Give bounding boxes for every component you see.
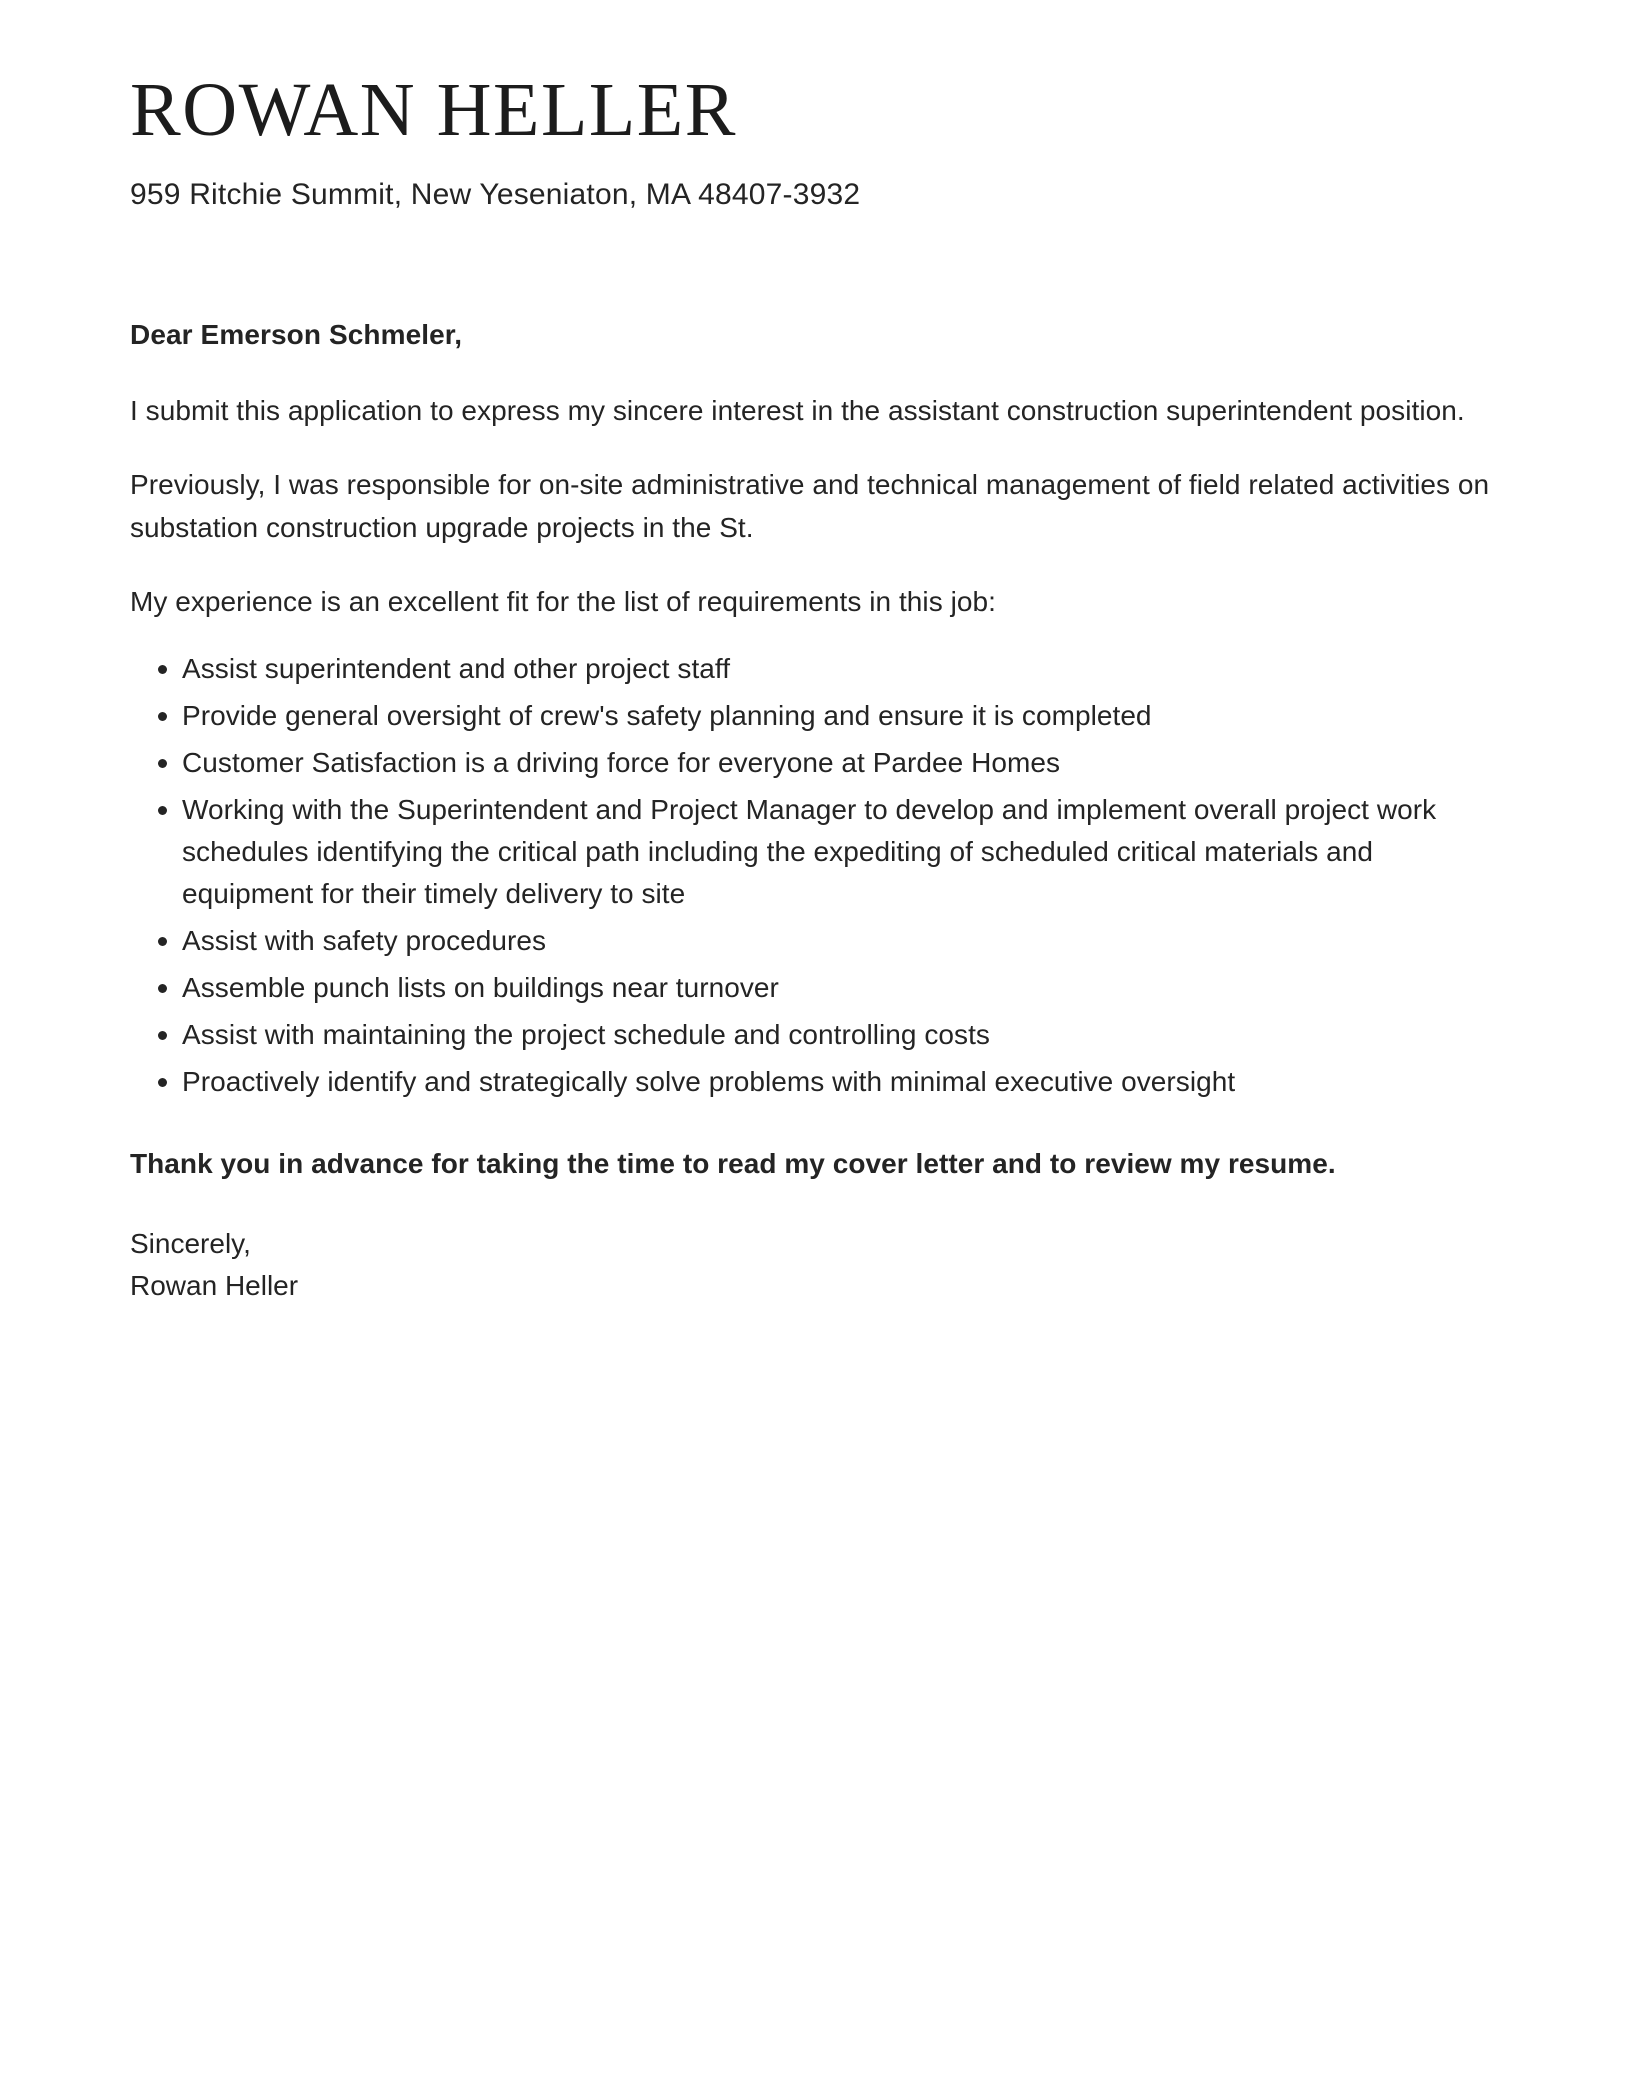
list-item: Assemble punch lists on buildings near turnover	[130, 967, 1492, 1009]
body-paragraph-2: Previously, I was responsible for on-site administrative and technical management of field related activities on substation construction upgrade projects in the St.	[130, 469, 1490, 543]
signoff-valediction: Sincerely,	[130, 1227, 251, 1259]
page-title: ROWAN HELLER	[130, 68, 737, 152]
list-item: Provide general oversight of crew's safety planning and ensure it is completed	[130, 695, 1492, 737]
requirements-list	[130, 648, 1492, 1103]
requirements-list-intro: My experience is an excellent fit for the list of requirements in this job:	[130, 586, 996, 618]
applicant-address: 959 Ritchie Summit, New Yeseniaton, MA 48407-3932	[130, 178, 861, 212]
list-item: Customer Satisfaction is a driving force for everyone at Pardee Homes	[130, 742, 1492, 784]
list-item: Working with the Superintendent and Project Manager to develop and implement overall project work schedules identifying the critical path including the expediting of scheduled critical materials and equipment for their timely delivery to site	[130, 789, 1492, 915]
signoff-name: Rowan Heller	[130, 1270, 299, 1302]
letter-body	[130, 314, 1492, 1308]
list-item: Proactively identify and strategically solve problems with minimal executive oversight	[130, 1061, 1492, 1103]
list-item: Assist superintendent and other project staff	[130, 648, 1492, 690]
list-item: Assist with safety procedures	[130, 920, 1492, 962]
closing-thanks: Thank you in advance for taking the time to read my cover letter and to review my resume.	[130, 1147, 1336, 1179]
salutation: Dear Emerson Schmeler,	[130, 318, 463, 350]
body-paragraph-1: I submit this application to express my sincere interest in the assistant construction superintendent position.	[130, 394, 1465, 426]
list-item: Assist with maintaining the project schedule and controlling costs	[130, 1014, 1492, 1056]
signoff-block	[130, 1223, 1492, 1308]
letter-content	[130, 68, 1492, 1308]
